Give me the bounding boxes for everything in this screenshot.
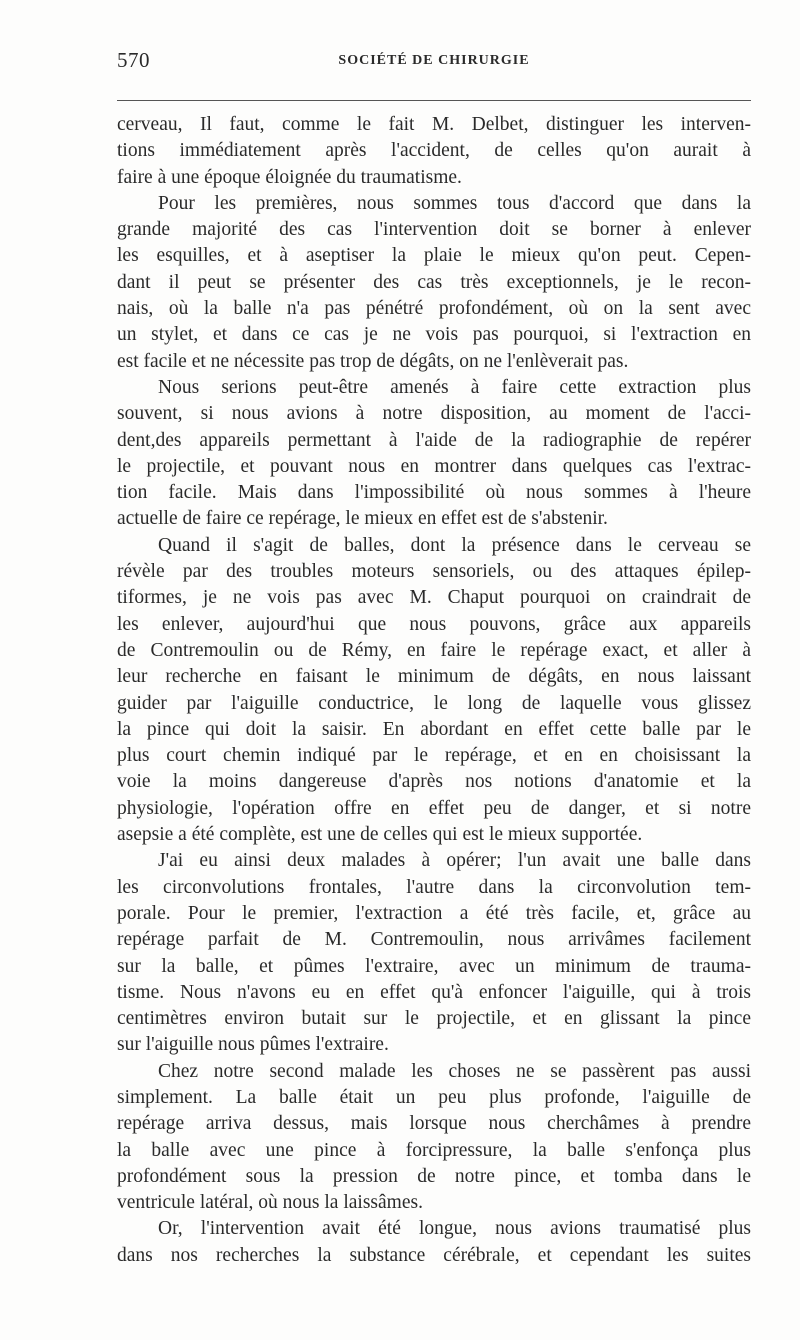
text-line: simplement. La balle était un peu plus profonde, l'aiguille de [117,1086,751,1108]
text-line: cerveau, Il faut, comme le fait M. Delbet, distinguer les interven- [117,114,751,135]
text-line: le projectile, et pouvant nous en montrer dans quelques cas l'extrac- [117,455,751,477]
text-line: guider par l'aiguille conductrice, le long de laquelle vous glissez [117,692,751,714]
text-line: profondément sous la pression de notre pince, et tomba dans le [117,1165,751,1187]
text-line: la pince qui doit la saisir. En abordant en effet cette balle par le [117,718,751,740]
text-line: dant il peut se présenter des cas très exceptionnels, je le recon- [117,271,751,293]
text-line: Chez notre second malade les choses ne se passèrent pas aussi [158,1060,751,1082]
text-line: voie la moins dangereuse d'après nos notions d'anatomie et la [117,771,751,793]
text-line: faire à une époque éloignée du traumatisme. [117,166,462,188]
text-line: Or, l'intervention avait été longue, nous avions traumatisé plus [158,1218,751,1240]
text-line: Nous serions peut-être amenés à faire cette extraction plus [158,376,751,398]
page-number: 570 [117,48,150,72]
body-text [117,112,751,1269]
text-line: repérage parfait de M. Contremoulin, nous arrivâmes facilement [117,929,751,951]
text-line: J'ai eu ainsi deux malades à opérer; l'un avait une balle dans [158,850,751,872]
text-line: de Contremoulin ou de Rémy, en faire le repérage exact, et aller à [117,639,751,661]
text-line: porale. Pour le premier, l'extraction a été très facile, et, grâce au [117,902,751,924]
text-line: sur la balle, et pûmes l'extraire, avec un minimum de trauma- [117,955,751,977]
text-line: leur recherche en faisant le minimum de dégâts, en nous laissant [117,666,751,688]
text-line: actuelle de faire ce repérage, le mieux en effet est de s'abstenir. [117,508,608,530]
text-line: sur l'aiguille nous pûmes l'extraire. [117,1034,389,1056]
text-line: révèle par des troubles moteurs sensoriels, ou des attaques épilep- [117,561,751,583]
header-rule [117,100,751,101]
text-line: Quand il s'agit de balles, dont la présence dans le cerveau se [158,534,751,556]
running-head [117,48,751,78]
text-line: les circonvolutions frontales, l'autre dans la circonvolution tem- [117,876,751,898]
text-line: ventricule latéral, où nous la laissâmes. [117,1192,423,1214]
text-line: physiologie, l'opération offre en effet peu de danger, et si notre [117,797,751,819]
text-line: est facile et ne nécessite pas trop de dégâts, on ne l'enlèverait pas. [117,350,629,372]
text-line: dans nos recherches la substance cérébrale, et cependant les suites [117,1244,751,1266]
text-line: les enlever, aujourd'hui que nous pouvons, grâce aux appareils [117,613,751,635]
text-line: tiformes, je ne vois pas avec M. Chaput pourquoi on craindrait de [117,587,751,609]
text-line: souvent, si nous avions à notre disposition, au moment de l'acci- [117,403,751,425]
text-line: asepsie a été complète, est une de celles qui est le mieux supportée. [117,824,643,846]
text-line: dent,des appareils permettant à l'aide de la radiographie de repérer [117,429,751,451]
text-line: repérage arriva dessus, mais lorsque nous cherchâmes à prendre [117,1113,751,1135]
text-line: nais, où la balle n'a pas pénétré profondément, où on la sent avec [117,298,751,320]
text-line: plus court chemin indiqué par le repérage, et en en choisissant la [117,745,751,767]
text-line: tisme. Nous n'avons eu en effet qu'à enfoncer l'aiguille, qui à trois [117,981,751,1003]
text-line: centimètres environ butait sur le projectile, et en glissant la pince [117,1008,751,1030]
text-line: grande majorité des cas l'intervention doit se borner à enlever [117,219,751,241]
text-line: Pour les premières, nous sommes tous d'accord que dans la [158,192,751,214]
text-line: les esquilles, et à aseptiser la plaie le mieux qu'on peut. Cepen- [117,245,751,267]
text-line: tion facile. Mais dans l'impossibilité où nous sommes à l'heure [117,482,751,504]
text-line: la balle avec une pince à forcipressure, la balle s'enfonça plus [117,1139,751,1161]
text-line: un stylet, et dans ce cas je ne vois pas pourquoi, si l'extraction en [117,324,751,346]
text-line: tions immédiatement après l'accident, de celles qu'on aurait à [117,140,751,162]
running-title: SOCIÉTÉ DE CHIRURGIE [338,53,530,68]
